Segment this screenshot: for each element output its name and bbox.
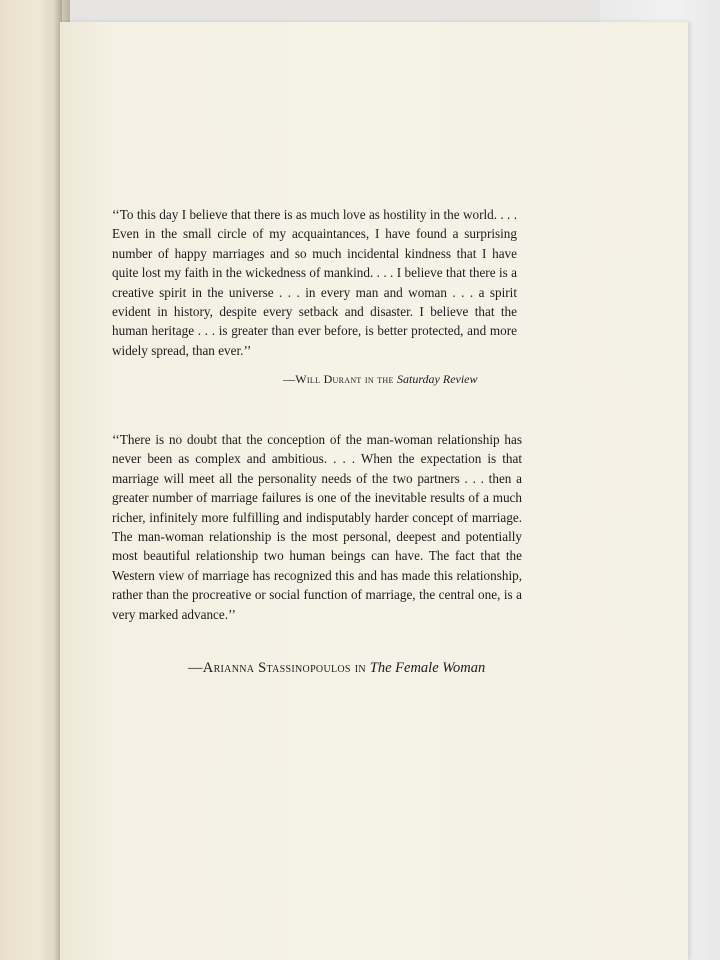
quote-will-durant: ‘‘To this day I believe that there is as much love as hostility in the world. . . . Even in the small circle of my acquaintances, I have found a surprising number of happy marriages and so much incidental kindness that I have quite lost my faith in the wickedness of mankind. . . . I believe that there is a creative spirit in the universe . . . in every man and woman . . . a spirit evident in history, despite every setback and disaster. I believe that the human heritage . . . is greater than ever before, is better protected, and more widely spread, than ever.’’ [112, 207, 517, 358]
attribution-source: The Female Woman [369, 660, 486, 676]
attribution-arianna-stassinopoulos [188, 660, 485, 677]
attribution-author: —Will Durant in the [283, 372, 397, 386]
attribution-author: —Arianna Stassinopoulos in [188, 660, 370, 676]
attribution-source: Saturday Review [396, 372, 478, 386]
attribution-will-durant [283, 372, 478, 387]
quote-arianna-stassinopoulos: ‘‘There is no doubt that the conception of the man-woman relationship has never been as complex and ambitious. . . . When the expectation is that marriage will meet all the personality needs of the two partners . . . then a greater number of marriage failures is one of the inevitable results of a much richer, infinitely more fulfilling and indisputably harder concept of marriage. The man-woman relationship is the most personal, deepest and potentially most beautiful relationship two human beings can have. The fact that the Western view of marriage has recognized this and has made this relationship, rather than the procreative or social function of marriage, the central one, is a very marked advance.’’ [112, 432, 522, 622]
